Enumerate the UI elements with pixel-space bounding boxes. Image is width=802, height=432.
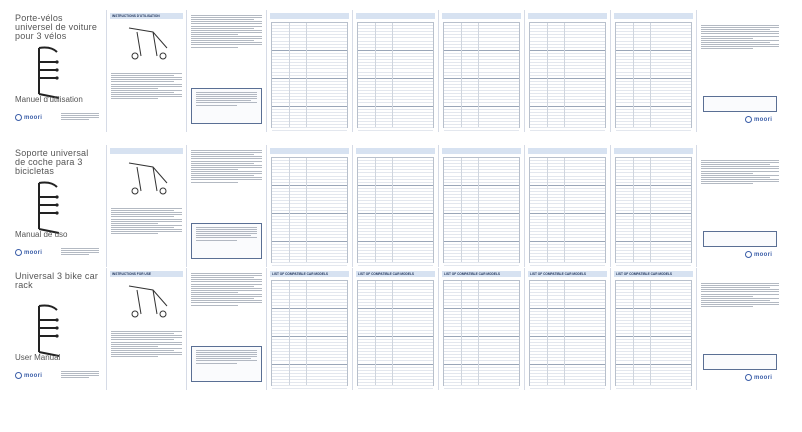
compat-table-panel-5 [611, 10, 697, 132]
compat-table-panel-1 [267, 145, 353, 267]
instructions-text-panel [187, 268, 267, 390]
warranty-panel [697, 145, 783, 267]
instructions-panel [107, 145, 187, 267]
compat-table [271, 157, 348, 263]
panel-header: LIST OF COMPATIBLE CAR MODELS [444, 272, 501, 276]
warning-box [191, 346, 262, 382]
bike-rack-icon [31, 44, 65, 100]
manual-label: Manuel d'utilisation [15, 95, 83, 104]
compat-table [271, 280, 348, 386]
compat-table [443, 22, 520, 128]
stamp-box [703, 231, 777, 247]
compat-table-panel-5 [611, 145, 697, 267]
compat-table-panel-2 [353, 10, 439, 132]
moori-logo-icon: moori [745, 116, 772, 123]
manual-label: User Manual [15, 353, 61, 362]
panel-header: INSTRUCTIONS D'UTILISATION [112, 14, 160, 18]
compat-table-panel-1 [267, 10, 353, 132]
cover-title: Porte-vélos universel de voiture pour 3 vélos [15, 13, 98, 41]
stamp-box [703, 354, 777, 370]
compat-table [357, 22, 434, 128]
instructions-text-panel [187, 145, 267, 267]
assembly-diagram [123, 157, 173, 197]
panel-header: LIST OF COMPATIBLE CAR MODELS [358, 272, 415, 276]
panel-header: LIST OF COMPATIBLE CAR MODELS [530, 272, 587, 276]
compat-table [615, 22, 692, 128]
cover-title: Soporte universal de coche para 3 bicicletas [15, 148, 89, 176]
cover-title: Universal 3 bike car rack [15, 271, 99, 290]
moori-logo-icon: moori [15, 114, 42, 121]
compat-table [529, 280, 606, 386]
instructions-panel [107, 10, 187, 132]
compat-table-panel-3 [439, 10, 525, 132]
moori-logo-icon: moori [15, 249, 42, 256]
panel-header: LIST OF COMPATIBLE CAR MODELS [272, 272, 329, 276]
warranty-panel [697, 268, 783, 390]
moori-logo-icon: moori [745, 251, 772, 258]
compat-table [443, 280, 520, 386]
instructions-text-panel [187, 10, 267, 132]
bike-rack-icon [31, 302, 65, 358]
compat-table [615, 157, 692, 263]
instructions-panel [107, 268, 187, 390]
compat-table [615, 280, 692, 386]
assembly-diagram [123, 22, 173, 62]
compat-table-panel-5 [611, 268, 697, 390]
compat-table [529, 22, 606, 128]
panel-header: LIST OF COMPATIBLE CAR MODELS [616, 272, 673, 276]
bike-rack-icon [31, 179, 65, 235]
warranty-panel [697, 10, 783, 132]
compat-table-panel-4 [525, 10, 611, 132]
compat-table [357, 280, 434, 386]
cover-panel [9, 268, 107, 390]
manual-label: Manual de uso [15, 230, 68, 239]
moori-logo-icon: moori [15, 372, 42, 379]
compat-table [443, 157, 520, 263]
compat-table-panel-3 [439, 268, 525, 390]
compat-table [271, 22, 348, 128]
stamp-box [703, 96, 777, 112]
warning-box [191, 88, 262, 124]
assembly-diagram [123, 280, 173, 320]
cover-panel [9, 145, 107, 267]
compat-table-panel-2 [353, 268, 439, 390]
manual-row-fr [9, 10, 795, 132]
compat-table [529, 157, 606, 263]
manual-row-es [9, 145, 795, 267]
cover-panel [9, 10, 107, 132]
moori-logo-icon: moori [745, 374, 772, 381]
warning-box [191, 223, 262, 259]
compat-table-panel-2 [353, 145, 439, 267]
compat-table-panel-4 [525, 268, 611, 390]
compat-table-panel-1 [267, 268, 353, 390]
manual-row-en [9, 268, 795, 390]
panel-header: INSTRUCTIONS FOR USE [112, 272, 151, 276]
compat-table [357, 157, 434, 263]
compat-table-panel-3 [439, 145, 525, 267]
compat-table-panel-4 [525, 145, 611, 267]
